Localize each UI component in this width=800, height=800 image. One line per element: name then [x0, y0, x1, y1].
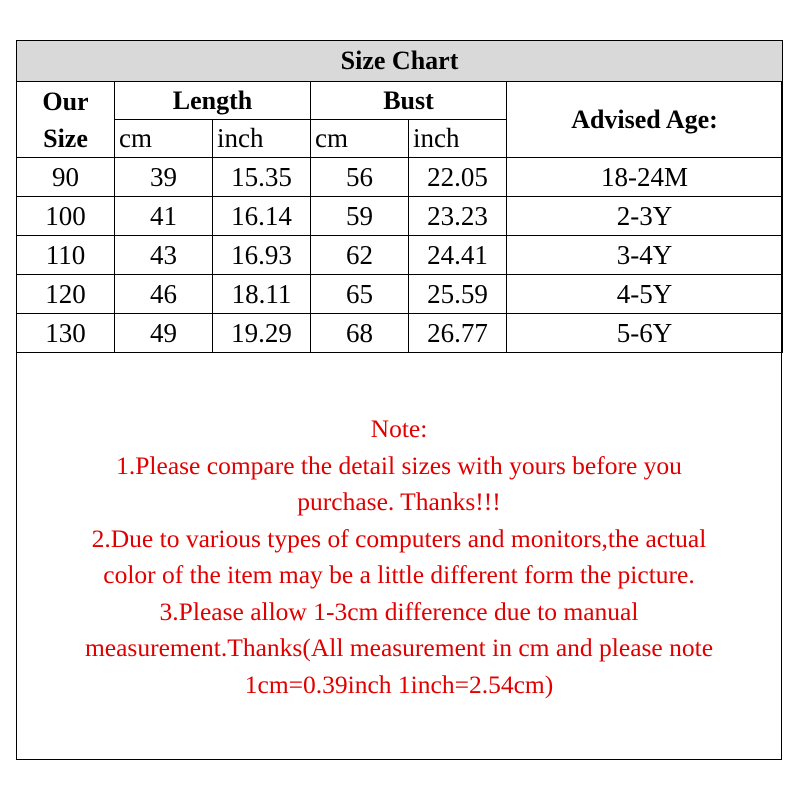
size-cell: 120	[17, 275, 115, 314]
size-cell: 100	[17, 197, 115, 236]
size-cell: 110	[17, 236, 115, 275]
note-line: measurement.Thanks(All measurement in cm and please note	[84, 633, 714, 662]
age-cell: 4-5Y	[507, 275, 783, 314]
length-cm-cell: 39	[115, 158, 213, 197]
our-size-header	[17, 82, 115, 158]
our-size-header-line1: Our	[42, 86, 89, 116]
note-box	[16, 351, 782, 760]
bust-cm-cell: 56	[311, 158, 409, 197]
bust-inch-cell: 22.05	[409, 158, 507, 197]
bust-inch-cell: 24.41	[409, 236, 507, 275]
age-cell: 5-6Y	[507, 314, 783, 353]
bust-inch-cell: 26.77	[409, 314, 507, 353]
length-cm-cell: 49	[115, 314, 213, 353]
length-inch-cell: 16.93	[213, 236, 311, 275]
table-row	[17, 197, 783, 236]
age-cell: 3-4Y	[507, 236, 783, 275]
bust-cm-cell: 68	[311, 314, 409, 353]
length-cm-cell: 43	[115, 236, 213, 275]
size-cell: 90	[17, 158, 115, 197]
length-inch-header: inch	[213, 120, 311, 158]
length-cm-cell: 46	[115, 275, 213, 314]
note-line: 2.Due to various types of computers and monitors,the actual	[91, 523, 707, 553]
note-line: 1.Please compare the detail sizes with yours before you	[116, 450, 682, 480]
note-line: color of the item may be a little different form the picture.	[103, 560, 695, 589]
bust-cm-cell: 59	[311, 197, 409, 236]
table-row	[17, 236, 783, 275]
length-inch-cell: 16.14	[213, 197, 311, 236]
bust-cm-cell: 65	[311, 275, 409, 314]
table-row	[17, 314, 783, 353]
age-cell: 2-3Y	[507, 197, 783, 236]
length-header: Length	[115, 82, 311, 120]
note-line: 1cm=0.39inch 1inch=2.54cm)	[244, 669, 554, 699]
size-cell: 130	[17, 314, 115, 353]
table-row	[17, 275, 783, 314]
note-heading: Note:	[370, 414, 428, 443]
length-inch-cell: 15.35	[213, 158, 311, 197]
advised-age-header: Advised Age:	[507, 82, 783, 158]
length-cm-cell: 41	[115, 197, 213, 236]
note-text	[36, 411, 762, 703]
age-cell: 18-24M	[507, 158, 783, 197]
chart-title: Size Chart	[17, 41, 783, 82]
note-line: purchase. Thanks!!!	[297, 487, 501, 516]
our-size-header-line2: Size	[43, 123, 88, 153]
bust-cm-header: cm	[311, 120, 409, 158]
note-line: 3.Please allow 1-3cm difference due to manual	[159, 596, 639, 626]
length-inch-cell: 19.29	[213, 314, 311, 353]
size-chart-table	[16, 40, 783, 353]
bust-header: Bust	[311, 82, 507, 120]
bust-inch-cell: 23.23	[409, 197, 507, 236]
length-inch-cell: 18.11	[213, 275, 311, 314]
bust-cm-cell: 62	[311, 236, 409, 275]
bust-inch-cell: 25.59	[409, 275, 507, 314]
table-row	[17, 158, 783, 197]
length-cm-header: cm	[115, 120, 213, 158]
bust-inch-header: inch	[409, 120, 507, 158]
